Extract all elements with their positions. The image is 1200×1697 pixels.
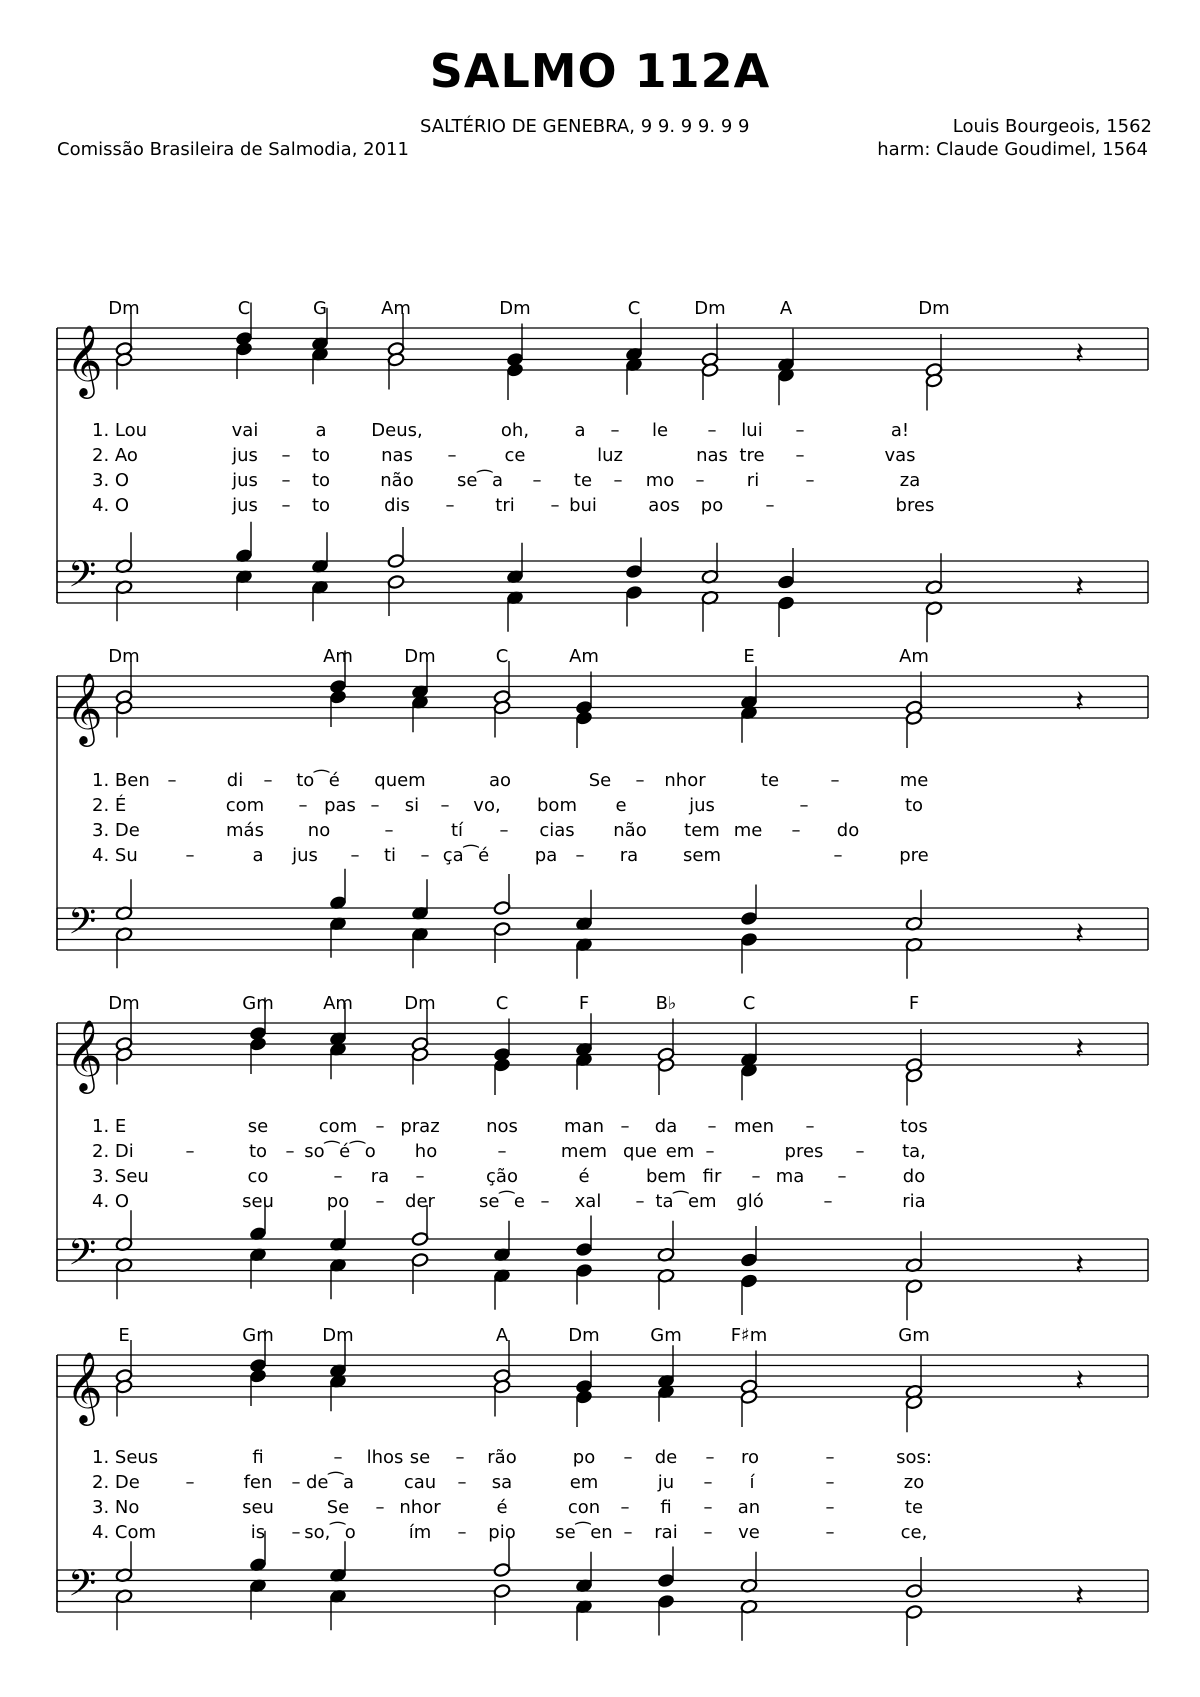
- bass-notehead: [575, 1242, 593, 1257]
- lyric-syllable: quem: [374, 770, 426, 791]
- lyric-syllable: rai: [654, 1522, 678, 1543]
- bass-notehead: [657, 1594, 675, 1609]
- lyric-syllable: –: [707, 420, 717, 441]
- quarter-rest-icon: 𝄽: [1075, 684, 1085, 720]
- chord-symbol: Am: [323, 993, 353, 1014]
- lyric-syllable: –: [281, 495, 291, 516]
- chord-symbol: Am: [899, 646, 929, 667]
- lyric-syllable: bom: [537, 795, 577, 816]
- lyric-syllable: si: [404, 795, 420, 816]
- lyric-syllable: –: [457, 1522, 467, 1543]
- lyric-syllable: ro: [740, 1447, 760, 1468]
- lyric-syllable: –: [291, 1472, 301, 1493]
- lyric-syllable: de: [654, 1447, 678, 1468]
- chord-symbol: Gm: [242, 993, 274, 1014]
- lyric-syllable: em: [665, 1141, 695, 1162]
- harmonizer-credit: harm: Claude Goudimel, 1564: [877, 139, 1148, 160]
- lyric-syllable: –: [499, 820, 509, 841]
- lyric-syllable: ce: [504, 445, 526, 466]
- lyric-syllable: nhor: [399, 1497, 441, 1518]
- lyric-syllable: em: [569, 1472, 599, 1493]
- quarter-rest-icon: 𝄽: [1075, 1578, 1085, 1614]
- lyric-syllable: que: [623, 1141, 657, 1162]
- lyric-syllable: fi: [252, 1447, 264, 1468]
- lyric-syllable: nos: [486, 1116, 518, 1137]
- lyric-syllable: bem: [645, 1166, 687, 1187]
- chord-symbol: Dm: [108, 298, 140, 319]
- bass-notehead: [905, 1583, 923, 1598]
- verse-number-syllable: 2. De: [92, 1472, 140, 1493]
- bass-clef-icon: 𝄢: [68, 1231, 97, 1283]
- chord-symbol: C: [742, 993, 756, 1014]
- lyric-syllable: –: [837, 1166, 847, 1187]
- chord-symbol: F♯m: [730, 1325, 768, 1346]
- lyric-syllable: –: [384, 820, 394, 841]
- lyric-syllable: –: [167, 770, 177, 791]
- treble-notehead: [249, 1036, 267, 1051]
- lyric-syllable: se: [247, 1116, 269, 1137]
- verse-number-syllable: 3. No: [92, 1497, 140, 1518]
- chord-symbol: A: [779, 298, 793, 319]
- lyric-syllable: fir: [702, 1166, 722, 1187]
- lyric-syllable: nas: [381, 445, 413, 466]
- chord-symbol: G: [313, 298, 327, 319]
- lyric-syllable: men: [733, 1116, 775, 1137]
- treble-notehead: [506, 362, 524, 377]
- chord-symbol: Am: [569, 646, 599, 667]
- lyric-syllable: praz: [400, 1116, 440, 1137]
- lyric-syllable: vai: [231, 420, 259, 441]
- lyric-syllable: to: [904, 795, 924, 816]
- bass-notehead: [575, 1263, 593, 1278]
- lyric-syllable: ra: [370, 1166, 390, 1187]
- lyric-syllable: –: [613, 470, 623, 491]
- chord-symbol: F: [908, 993, 920, 1014]
- lyric-syllable: seu: [242, 1497, 274, 1518]
- verse-number-syllable: 4. Com: [92, 1522, 157, 1543]
- verse-number-syllable: 1. Ben: [92, 770, 150, 791]
- lyric-syllable: com: [318, 1116, 358, 1137]
- lyric-syllable: tem: [684, 820, 720, 841]
- chord-symbol: Dm: [918, 298, 950, 319]
- lyric-syllable: se⁀en: [555, 1522, 613, 1543]
- chord-symbol: A: [495, 1325, 509, 1346]
- lyric-syllable: –: [457, 1472, 467, 1493]
- lyric-syllable: –: [532, 470, 542, 491]
- lyric-syllable: –: [791, 820, 801, 841]
- lyric-syllable: í: [749, 1472, 755, 1493]
- lyric-syllable: man: [564, 1116, 604, 1137]
- lyric-syllable: ti: [383, 845, 397, 866]
- lyric-syllable: ri: [746, 470, 760, 491]
- lyric-syllable: tos: [900, 1116, 928, 1137]
- lyric-syllable: de⁀a: [306, 1472, 354, 1493]
- chord-symbol: C: [495, 993, 509, 1014]
- lyric-syllable: po: [326, 1191, 350, 1212]
- chord-symbol: Gm: [898, 1325, 930, 1346]
- lyric-syllable: ím: [408, 1522, 432, 1543]
- lyric-syllable: –: [445, 495, 455, 516]
- lyric-syllable: a: [315, 420, 327, 441]
- lyric-syllable: con: [567, 1497, 601, 1518]
- lyric-syllable: –: [799, 795, 809, 816]
- lyric-syllable: to: [311, 495, 331, 516]
- chord-symbol: C: [627, 298, 641, 319]
- lyric-syllable: –: [447, 445, 457, 466]
- lyric-syllable: –: [455, 1447, 465, 1468]
- lyric-syllable: vo,: [473, 795, 501, 816]
- lyric-syllable: po: [572, 1447, 596, 1468]
- lyric-syllable: e: [615, 795, 627, 816]
- lyric-syllable: Se: [588, 770, 612, 791]
- lyric-syllable: ce,: [900, 1522, 928, 1543]
- chord-symbol: Dm: [404, 646, 436, 667]
- chord-symbol: Gm: [650, 1325, 682, 1346]
- lyric-syllable: seu: [242, 1191, 274, 1212]
- lyric-syllable: fen: [243, 1472, 273, 1493]
- chord-symbol: Dm: [499, 298, 531, 319]
- lyric-syllable: ao: [488, 770, 512, 791]
- lyric-syllable: –: [825, 1472, 835, 1493]
- lyric-syllable: –: [375, 1191, 385, 1212]
- song-title: SALMO 112A: [429, 44, 771, 98]
- lyric-syllable: é: [578, 1166, 590, 1187]
- lyric-syllable: mem: [560, 1141, 608, 1162]
- lyric-syllable: ta,: [902, 1141, 926, 1162]
- treble-notehead: [249, 1368, 267, 1383]
- composer-credit: Louis Bourgeois, 1562: [952, 116, 1152, 137]
- chord-symbol: Dm: [108, 646, 140, 667]
- lyric-syllable: ça⁀é: [442, 845, 490, 866]
- verse-number-syllable: 2. Di: [92, 1141, 134, 1162]
- chord-symbol: C: [237, 298, 251, 319]
- lyric-syllable: ra: [619, 845, 639, 866]
- lyric-syllable: não: [613, 820, 647, 841]
- lyric-syllable: –: [705, 1141, 715, 1162]
- lyric-syllable: pres: [784, 1141, 824, 1162]
- bass-notehead: [777, 595, 795, 610]
- chord-symbol: Dm: [404, 993, 436, 1014]
- lyric-syllable: –: [281, 470, 291, 491]
- lyric-syllable: –: [333, 1447, 343, 1468]
- lyric-syllable: –: [795, 445, 805, 466]
- lyric-syllable: lhos: [366, 1447, 404, 1468]
- lyric-syllable: –: [703, 1472, 713, 1493]
- lyric-syllable: –: [825, 1522, 835, 1543]
- lyric-syllable: Deus,: [371, 420, 423, 441]
- lyric-syllable: se⁀e: [479, 1191, 525, 1212]
- lyric-syllable: tre: [739, 445, 765, 466]
- lyric-syllable: di: [226, 770, 244, 791]
- lyric-syllable: ho: [414, 1141, 438, 1162]
- bass-notehead: [625, 585, 643, 600]
- lyric-syllable: é: [496, 1497, 508, 1518]
- tune-name: SALTÉRIO DE GENEBRA, 9 9. 9 9. 9 9: [420, 116, 750, 137]
- lyric-syllable: –: [623, 1447, 633, 1468]
- lyric-syllable: an: [737, 1497, 761, 1518]
- lyric-syllable: oh,: [500, 420, 530, 441]
- bass-notehead: [493, 921, 511, 936]
- verse-number-syllable: 3. De: [92, 820, 140, 841]
- chord-symbol: F: [578, 993, 590, 1014]
- lyric-syllable: –: [350, 845, 360, 866]
- lyric-syllable: me: [733, 820, 763, 841]
- lyric-syllable: –: [370, 795, 380, 816]
- treble-notehead: [493, 1057, 511, 1072]
- lyric-syllable: –: [833, 845, 843, 866]
- lyric-syllable: –: [415, 1166, 425, 1187]
- chord-symbol: Gm: [242, 1325, 274, 1346]
- lyric-syllable: bui: [569, 495, 597, 516]
- lyric-syllable: luz: [597, 445, 623, 466]
- lyric-syllable: –: [705, 1447, 715, 1468]
- lyric-syllable: –: [855, 1141, 865, 1162]
- lyric-syllable: co: [247, 1166, 269, 1187]
- lyric-syllable: a!: [890, 420, 910, 441]
- verse-number-syllable: 4. O: [92, 1191, 130, 1212]
- lyric-syllable: –: [281, 445, 291, 466]
- chord-symbol: Dm: [568, 1325, 600, 1346]
- lyric-syllable: –: [333, 1166, 343, 1187]
- lyric-syllable: dis: [384, 495, 410, 516]
- bass-clef-icon: 𝄢: [68, 1562, 97, 1614]
- lyric-syllable: rão: [487, 1447, 517, 1468]
- lyric-syllable: sos:: [896, 1447, 932, 1468]
- lyric-syllable: –: [751, 1166, 761, 1187]
- lyric-syllable: do: [902, 1166, 926, 1187]
- lyric-syllable: –: [291, 1522, 301, 1543]
- lyric-syllable: mo: [645, 470, 675, 491]
- lyric-syllable: so,⁀o: [304, 1522, 356, 1543]
- bass-notehead: [411, 1252, 429, 1267]
- treble-clef-icon: 𝄞: [66, 323, 103, 396]
- lyric-syllable: to⁀é: [296, 770, 340, 791]
- lyric-syllable: jus: [232, 445, 258, 466]
- bass-notehead: [740, 932, 758, 947]
- treble-notehead: [575, 1389, 593, 1404]
- lyric-syllable: a: [252, 845, 264, 866]
- bass-notehead: [740, 911, 758, 926]
- lyric-syllable: se⁀a: [457, 470, 503, 491]
- lyric-syllable: fi: [660, 1497, 672, 1518]
- lyric-syllable: te: [573, 470, 593, 491]
- lyric-syllable: tí: [450, 820, 464, 841]
- bass-notehead: [493, 1562, 511, 1577]
- lyric-syllable: aos: [648, 495, 680, 516]
- lyric-syllable: más: [226, 820, 264, 841]
- lyric-syllable: pa: [534, 845, 558, 866]
- lyric-syllable: bres: [895, 495, 935, 516]
- bass-notehead: [625, 564, 643, 579]
- lyric-syllable: –: [765, 495, 775, 516]
- lyric-syllable: to: [311, 470, 331, 491]
- treble-notehead: [329, 689, 347, 704]
- lyric-syllable: zo: [903, 1472, 925, 1493]
- lyric-syllable: –: [620, 1116, 630, 1137]
- treble-clef-icon: 𝄞: [66, 1350, 103, 1423]
- bass-notehead: [387, 553, 405, 568]
- verse-number-syllable: 3. Seu: [92, 1166, 149, 1187]
- lyric-syllable: to: [248, 1141, 268, 1162]
- chord-symbol: Am: [323, 646, 353, 667]
- bass-notehead: [777, 574, 795, 589]
- bass-notehead: [493, 900, 511, 915]
- lyric-syllable: jus: [232, 470, 258, 491]
- bass-notehead: [740, 1273, 758, 1288]
- bass-notehead: [657, 1573, 675, 1588]
- lyric-syllable: –: [185, 1472, 195, 1493]
- lyric-syllable: ju: [657, 1472, 675, 1493]
- quarter-rest-icon: 𝄽: [1075, 1031, 1085, 1067]
- lyric-syllable: –: [623, 1522, 633, 1543]
- chord-symbol: Dm: [694, 298, 726, 319]
- lyric-syllable: –: [825, 1447, 835, 1468]
- bass-notehead: [740, 1252, 758, 1267]
- lyric-syllable: tri: [495, 495, 515, 516]
- lyric-syllable: –: [497, 1141, 507, 1162]
- lyric-syllable: da: [654, 1116, 678, 1137]
- lyric-syllable: nas: [696, 445, 728, 466]
- quarter-rest-icon: 𝄽: [1075, 336, 1085, 372]
- treble-notehead: [235, 341, 253, 356]
- lyric-syllable: pio: [488, 1522, 516, 1543]
- lyric-syllable: jus: [232, 495, 258, 516]
- chord-symbol: Dm: [108, 993, 140, 1014]
- lyric-syllable: nhor: [664, 770, 706, 791]
- verse-number-syllable: 1. Seus: [92, 1447, 159, 1468]
- lyric-syllable: do: [836, 820, 860, 841]
- lyric-syllable: com: [225, 795, 265, 816]
- lyric-syllable: –: [298, 795, 308, 816]
- lyric-syllable: is: [250, 1522, 266, 1543]
- lyric-syllable: so⁀é⁀o: [304, 1141, 376, 1162]
- chord-symbol: B♭: [655, 993, 677, 1014]
- lyric-syllable: jus: [689, 795, 715, 816]
- treble-clef-icon: 𝄞: [66, 1018, 103, 1091]
- lyric-syllable: –: [575, 845, 585, 866]
- lyric-syllable: –: [830, 770, 840, 791]
- lyric-syllable: –: [805, 470, 815, 491]
- lyric-syllable: cau: [403, 1472, 437, 1493]
- lyric-syllable: te: [904, 1497, 924, 1518]
- treble-clef-icon: 𝄞: [66, 671, 103, 744]
- verse-number-syllable: 1. Lou: [92, 420, 148, 441]
- lyric-syllable: le: [651, 420, 669, 441]
- lyric-syllable: –: [823, 1191, 833, 1212]
- lyric-syllable: sem: [683, 845, 721, 866]
- chord-symbol: C: [495, 646, 509, 667]
- lyric-syllable: –: [703, 1497, 713, 1518]
- chord-symbol: Dm: [322, 1325, 354, 1346]
- lyric-syllable: –: [805, 1116, 815, 1137]
- chord-symbol: Am: [381, 298, 411, 319]
- lyric-syllable: –: [695, 470, 705, 491]
- bass-clef-icon: 𝄢: [68, 553, 97, 605]
- lyric-syllable: ma: [775, 1166, 805, 1187]
- lyric-syllable: –: [635, 1191, 645, 1212]
- lyric-syllable: –: [440, 795, 450, 816]
- quarter-rest-icon: 𝄽: [1075, 1363, 1085, 1399]
- bass-clef-icon: 𝄢: [68, 900, 97, 952]
- lyric-syllable: –: [375, 1116, 385, 1137]
- lyric-syllable: der: [405, 1191, 435, 1212]
- chord-symbol: E: [118, 1325, 130, 1346]
- quarter-rest-icon: 𝄽: [1075, 1247, 1085, 1283]
- lyric-syllable: –: [263, 770, 273, 791]
- lyric-syllable: za: [899, 470, 921, 491]
- lyric-syllable: –: [285, 1141, 295, 1162]
- lyric-syllable: –: [185, 1141, 195, 1162]
- lyric-syllable: se: [409, 1447, 431, 1468]
- lyric-syllable: Se: [326, 1497, 350, 1518]
- lyric-syllable: lui: [741, 420, 763, 441]
- lyric-syllable: po: [700, 495, 724, 516]
- lyric-syllable: não: [380, 470, 414, 491]
- lyric-syllable: pre: [899, 845, 929, 866]
- lyric-syllable: –: [540, 1191, 550, 1212]
- lyric-syllable: –: [185, 845, 195, 866]
- bass-notehead: [387, 574, 405, 589]
- quarter-rest-icon: 𝄽: [1075, 569, 1085, 605]
- lyric-syllable: ta⁀em: [655, 1191, 717, 1212]
- lyric-syllable: ve: [738, 1522, 760, 1543]
- lyric-syllable: me: [899, 770, 929, 791]
- quarter-rest-icon: 𝄽: [1075, 916, 1085, 952]
- lyric-syllable: jus: [292, 845, 318, 866]
- verse-number-syllable: 4. Su: [92, 845, 138, 866]
- lyric-syllable: –: [825, 1497, 835, 1518]
- verse-number-syllable: 2. É: [92, 795, 127, 816]
- bass-notehead: [905, 1604, 923, 1619]
- verse-number-syllable: 4. O: [92, 495, 130, 516]
- lyric-syllable: –: [610, 420, 620, 441]
- treble-notehead: [575, 710, 593, 725]
- bass-notehead: [493, 1583, 511, 1598]
- lyric-syllable: gló: [736, 1191, 764, 1212]
- lyric-syllable: –: [707, 1116, 717, 1137]
- lyric-syllable: te: [760, 770, 780, 791]
- lyric-syllable: no: [307, 820, 331, 841]
- verse-number-syllable: 2. Ao: [92, 445, 138, 466]
- lyric-syllable: –: [635, 770, 645, 791]
- lyric-syllable: –: [795, 420, 805, 441]
- verse-number-syllable: 1. E: [92, 1116, 127, 1137]
- lyric-syllable: a: [574, 420, 586, 441]
- lyric-syllable: to: [311, 445, 331, 466]
- translator-credit: Comissão Brasileira de Salmodia, 2011: [57, 139, 409, 160]
- lyric-syllable: vas: [884, 445, 916, 466]
- lyric-syllable: ção: [486, 1166, 518, 1187]
- lyric-syllable: –: [620, 1497, 630, 1518]
- lyric-syllable: –: [420, 845, 430, 866]
- lyric-syllable: cias: [539, 820, 575, 841]
- lyric-syllable: xal: [574, 1191, 602, 1212]
- chord-symbol: E: [743, 646, 755, 667]
- bass-notehead: [411, 1231, 429, 1246]
- lyric-syllable: –: [550, 495, 560, 516]
- lyric-syllable: sa: [491, 1472, 513, 1493]
- lyric-syllable: –: [703, 1522, 713, 1543]
- verse-number-syllable: 3. O: [92, 470, 130, 491]
- lyric-syllable: –: [375, 1497, 385, 1518]
- lyric-syllable: ria: [902, 1191, 926, 1212]
- lyric-syllable: pas: [324, 795, 356, 816]
